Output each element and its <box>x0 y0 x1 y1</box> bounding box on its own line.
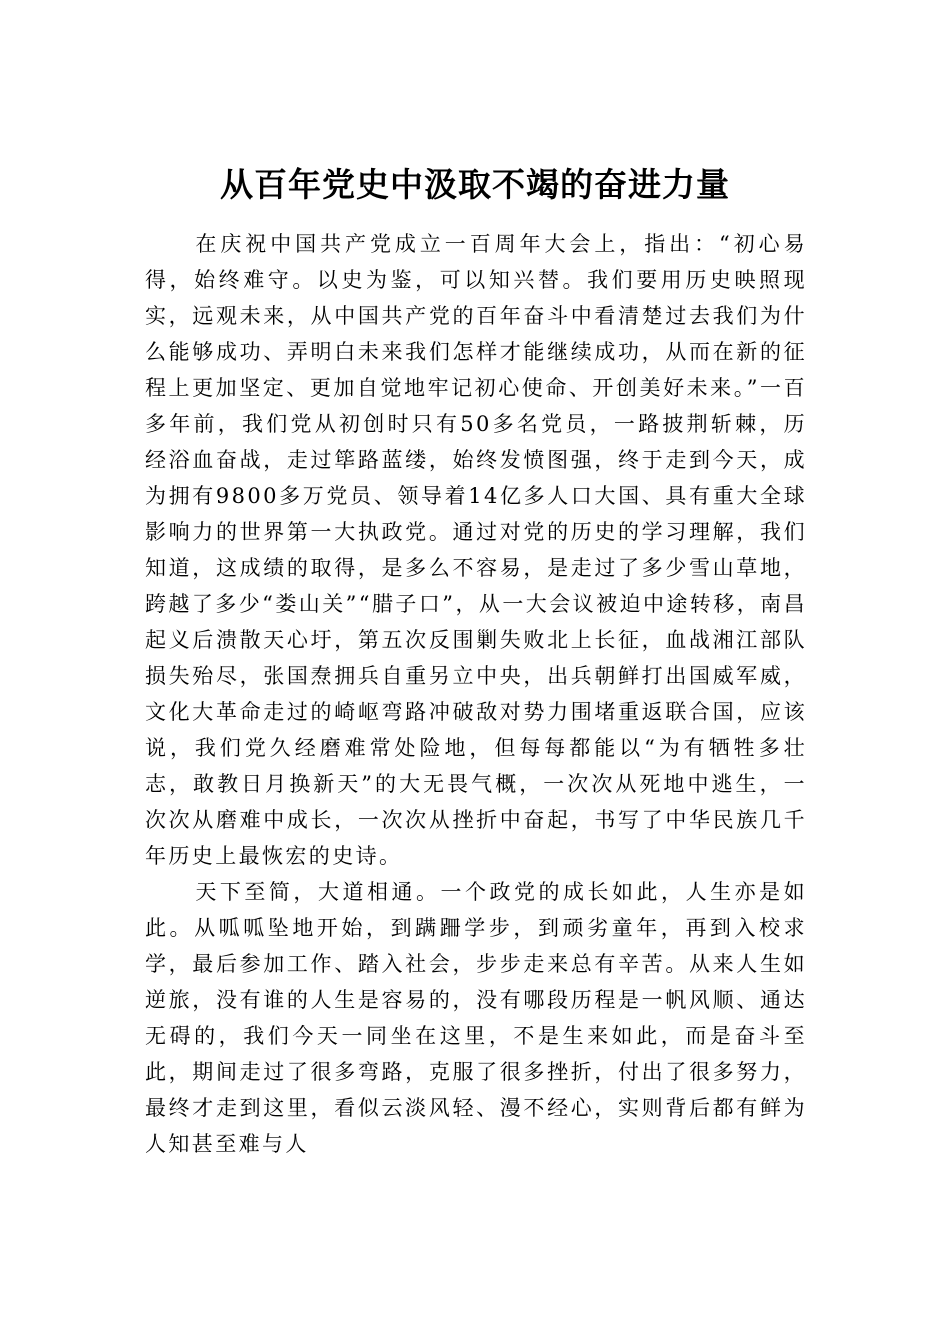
document-body <box>145 226 807 1162</box>
paragraph: 天下至简，大道相通。一个政党的成长如此，人生亦是如此。从呱呱坠地开始，到蹒跚学步，到顽劣童年，再到入校求学，最后参加工作、踏入社会，步步走来总有辛苦。从来人生如逆旅，没有谁的人生是容易的，没有哪段历程是一帆风顺、通达无碍的，我们今天一同坐在这里，不是生来如此，而是奋斗至此，期间走过了很多弯路，克服了很多挫折，付出了很多努力，最终才走到这里，看似云淡风轻、漫不经心，实则背后都有鲜为人知甚至难与人 <box>145 880 807 1156</box>
document-title: 从百年党史中汲取不竭的奋进力量 <box>220 165 730 204</box>
paragraph: 在庆祝中国共产党成立一百周年大会上，指出：“初心易得，始终难守。以史为鉴，可以知兴替。我们要用历史映照现实，远观未来，从中国共产党的百年奋斗中看清楚过去我们为什么能够成功、弄明白未来我们怎样才能继续成功，从而在新的征程上更加坚定、更加自觉地牢记初心使命、开创美好未来。”一百多年前，我们党从初创时只有50多名党员，一路披荆斩棘，历经浴血奋战，走过筚路蓝缕，始终发愤图强，终于走到今天，成为拥有9800多万党员、领导着14亿多人口大国、具有重大全球影响力的世界第一大执政党。通过对党的历史的学习理解，我们知道，这成绩的取得，是多么不容易，是走过了多少雪山草地，跨越了多少“娄山关”“腊子口”，从一大会议被迫中途转移，南昌起义后溃散天心圩，第五次反围剿失败北上长征，血战湘江部队损失殆尽，张国焘拥兵自重另立中央，出兵朝鲜打出国威军威，文化大革命走过的崎岖弯路冲破敌对势力围堵重返联合国，应该说，我们党久经磨难常处险地，但每每都能以“为有牺牲多壮志，敢教日月换新天”的大无畏气概，一次次从死地中逃生，一次次从磨难中成长，一次次从挫折中奋起，书写了中华民族几千年历史上最恢宏的史诗。 <box>145 232 807 868</box>
